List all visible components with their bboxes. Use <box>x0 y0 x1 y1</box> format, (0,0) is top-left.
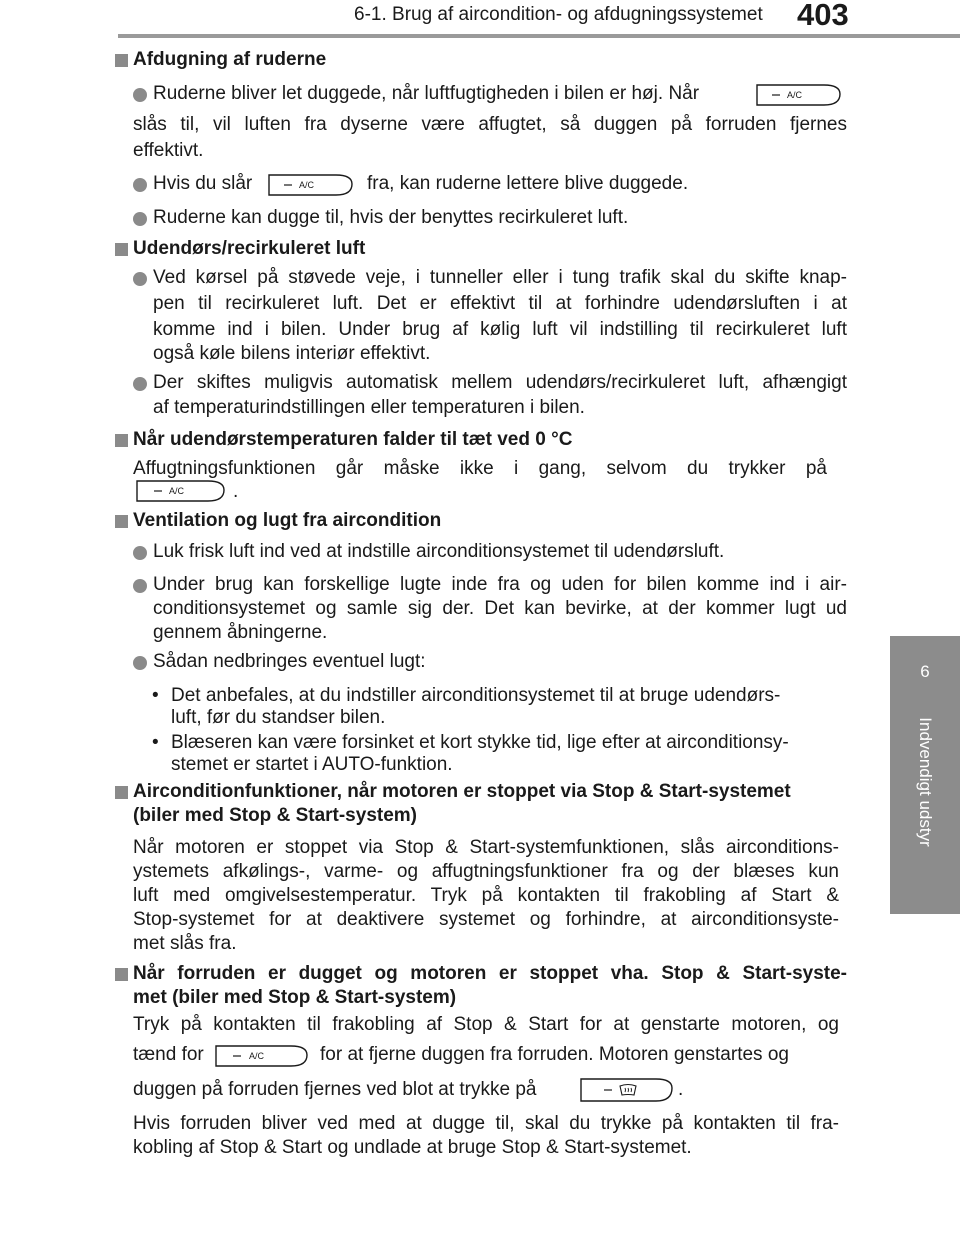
bullet-dot <box>133 88 147 102</box>
paragraph-line: conditionsystemet og samle sig der. Det kan bevirke, at der kommer lugt ud <box>153 598 847 619</box>
bullet-dot <box>133 272 147 286</box>
paragraph-line: Sådan nedbringes eventuel lugt: <box>153 651 426 672</box>
section-heading: met (biler med Stop & Start-system) <box>133 987 457 1008</box>
ac-icon-label: A/C <box>249 1051 265 1061</box>
bullet-dot <box>133 377 147 391</box>
ac-icon-label: A/C <box>787 90 803 100</box>
section-heading: Airconditionfunktioner, når motoren er stoppet via Stop & Start-systemet <box>133 781 791 802</box>
ac-button-icon <box>756 84 842 106</box>
paragraph-line: tænd for <box>133 1044 204 1065</box>
paragraph-line: stemet er startet i AUTO-funktion. <box>171 754 453 775</box>
paragraph-line: ystemets afkølings-, varme- og affugtningsfunktioner fra og der blæses kun <box>133 861 839 882</box>
header-rule <box>118 34 960 38</box>
paragraph-line: Ruderne bliver let duggede, når luftfugtigheden i bilen er høj. Når <box>153 83 700 104</box>
paragraph-line: komme ind i bilen. Under brug af kølig luft vil indstilling til recirkuleret luft <box>153 319 847 340</box>
section-marker <box>115 243 128 256</box>
section-heading: (biler med Stop & Start-system) <box>133 805 417 826</box>
section-heading: Ventilation og lugt fra aircondition <box>133 510 442 531</box>
chapter-number: 6 <box>920 662 930 681</box>
paragraph-line: af temperaturindstillingen eller temperaturen i bilen. <box>153 397 585 418</box>
paragraph-line: slås til, vil luften fra dyserne være affugtet, så duggen på forruden fjernes <box>133 114 847 135</box>
page-number: 403 <box>797 0 849 32</box>
paragraph-line: luft, før du standser bilen. <box>171 707 386 728</box>
section-heading: Afdugning af ruderne <box>133 49 327 70</box>
paragraph-line: Affugtningsfunktionen går måske ikke i gang, selvom du trykker på <box>133 458 827 479</box>
paragraph-line: . <box>678 1079 684 1100</box>
sub-bullet: • <box>152 732 159 753</box>
paragraph-line: . <box>233 481 239 502</box>
section-heading: Når forruden er dugget og motoren er stoppet vha. Stop & Start-syste- <box>133 963 847 984</box>
ac-button-icon <box>136 480 226 502</box>
paragraph-line: kobling af Stop & Start og undlade at bruge Stop & Start-systemet. <box>133 1137 692 1158</box>
section-marker <box>115 54 128 67</box>
paragraph-line: Blæseren kan være forsinket et kort stykke tid, lige efter at airconditionsy- <box>171 732 789 753</box>
sub-bullet: • <box>152 685 159 706</box>
chapter-side-tab[interactable] <box>890 636 960 914</box>
chapter-label: Indvendigt udstyr <box>916 717 935 847</box>
paragraph-line: luft med omgivelsestemperatur. Tryk på kontakten til frakobling af Start & <box>133 885 839 906</box>
paragraph-line: Hvis forruden bliver ved med at dugge til, skal du trykke på kontakten til fra- <box>133 1113 839 1134</box>
paragraph-line: også køle bilens interiør effektivt. <box>153 343 431 364</box>
defroster-button-icon <box>580 1078 674 1102</box>
section-heading: Når udendørstemperaturen falder til tæt ved 0 °C <box>133 429 573 450</box>
paragraph-line: Tryk på kontakten til frakobling af Stop & Start for at genstarte motoren, og <box>133 1014 839 1035</box>
bullet-dot <box>133 178 147 192</box>
section-marker <box>115 434 128 447</box>
paragraph-line: Ved kørsel på støvede veje, i tunneller eller i tung trafik skal du skifte knap- <box>153 267 847 288</box>
ac-button-icon <box>268 174 354 196</box>
ac-icon-label: A/C <box>169 486 185 496</box>
ac-button-icon <box>215 1045 309 1067</box>
section-marker <box>115 968 128 981</box>
bullet-dot <box>133 656 147 670</box>
paragraph-line: Det anbefales, at du indstiller airconditionsystemet til at bruge udendørs- <box>171 685 781 706</box>
paragraph-line: Hvis du slår <box>153 173 253 194</box>
paragraph-line: fra, kan ruderne lettere blive duggede. <box>367 173 689 194</box>
bullet-dot <box>133 546 147 560</box>
paragraph-line: duggen på forruden fjernes ved blot at trykke på <box>133 1079 537 1100</box>
paragraph-line: Under brug kan forskellige lugte inde fra og uden for bilen komme ind i air- <box>153 574 847 595</box>
paragraph-line: Luk frisk luft ind ved at indstille airconditionsystemet til udendørsluft. <box>153 541 725 562</box>
section-marker <box>115 786 128 799</box>
paragraph-line: gennem åbningerne. <box>153 622 328 643</box>
paragraph-line: met slås fra. <box>133 933 237 954</box>
paragraph-line: Stop-systemet for at deaktivere systemet og forhindre, at airconditionsyste- <box>133 909 839 930</box>
paragraph-line: Der skiftes muligvis automatisk mellem udendørs/recirkuleret luft, afhængigt <box>153 372 847 393</box>
bullet-dot <box>133 579 147 593</box>
paragraph-line: effektivt. <box>133 140 204 161</box>
bullet-dot <box>133 212 147 226</box>
paragraph-line: pen til recirkuleret luft. Det er effektivt til at forhindre udendørsluften i at <box>153 293 847 314</box>
paragraph-line: Når motoren er stoppet via Stop & Start-systemfunktionen, slås airconditions- <box>133 837 839 858</box>
paragraph-line: for at fjerne duggen fra forruden. Motoren genstartes og <box>320 1044 789 1065</box>
header-title: 6-1. Brug af aircondition- og afdugningssystemet <box>354 4 763 25</box>
section-heading: Udendørs/recirkuleret luft <box>133 238 366 259</box>
paragraph-line: Ruderne kan dugge til, hvis der benyttes recirkuleret luft. <box>153 207 629 228</box>
section-marker <box>115 515 128 528</box>
ac-icon-label: A/C <box>299 180 315 190</box>
